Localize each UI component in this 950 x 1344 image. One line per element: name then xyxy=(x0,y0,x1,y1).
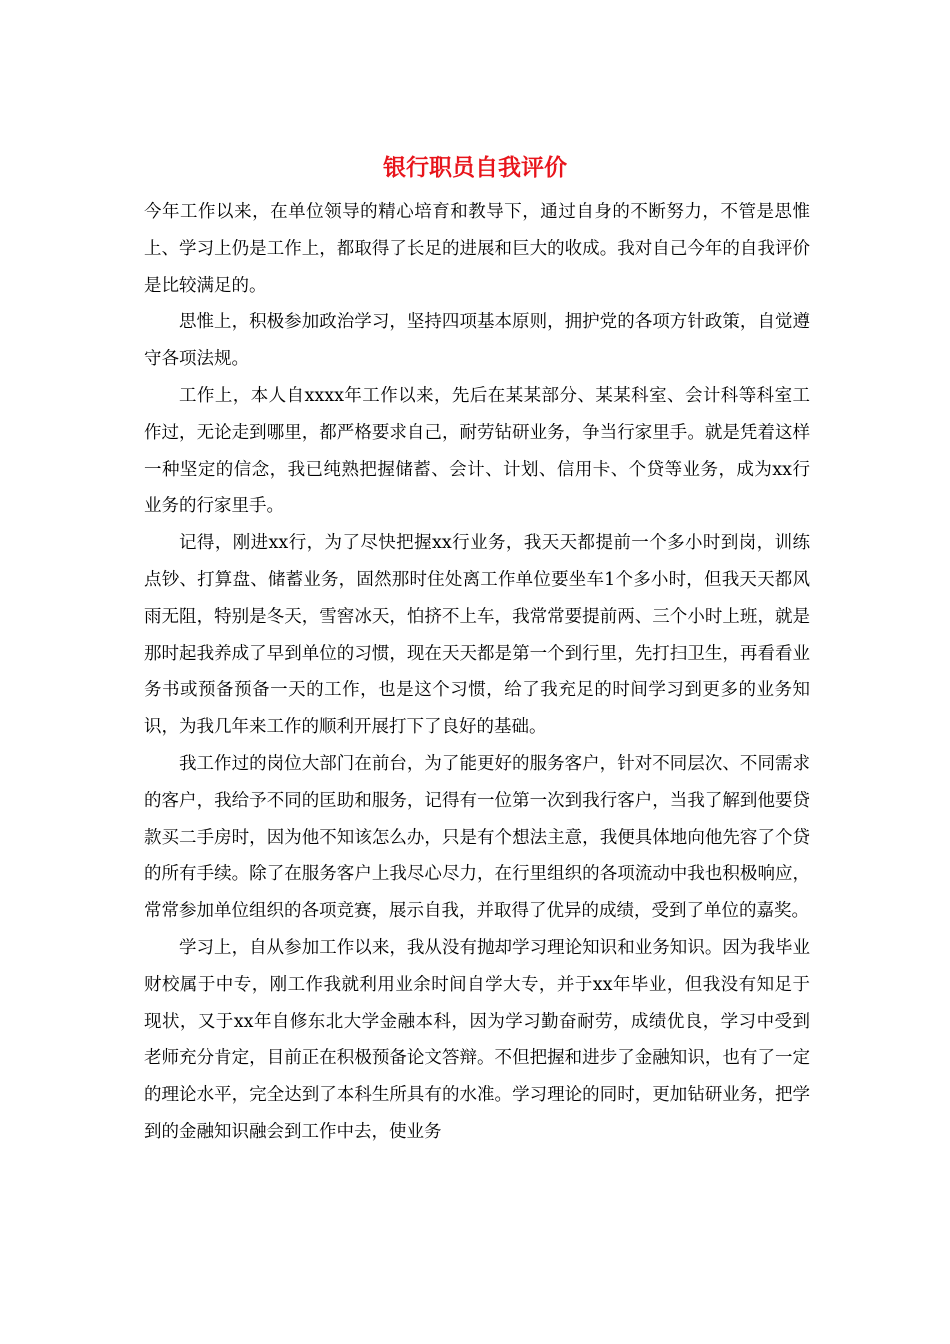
paragraph-thought: 思惟上，积极参加政治学习，坚持四项基本原则，拥护党的各项方针政策，自觉遵守各项法规。 xyxy=(144,312,810,370)
paragraph-service: 我工作过的岗位大部门在前台，为了能更好的服务客户，针对不同层次、不同需求的客户，我给予不同的匡助和服务，记得有一位第一次到我行客户，当我了解到他要贷款买二手房时，因为他不知该怎么办，只是有个想法主意，我便具体地向他先容了个贷的所有手续。除了在服务客户上我尽心尽力，在行里组织的各项流动中我也积极响应，常常参加单位组织的各项竞赛，展示自我，并取得了优异的成绩，受到了单位的嘉奖。 xyxy=(144,753,810,922)
document-title: 银行职员自我评价 xyxy=(383,154,567,181)
paragraph-memory: 记得，刚进xx行，为了尽快把握xx行业务，我天天都提前一个多小时到岗，训练点钞、打算盘、储蓄业务，固然那时住处离工作单位要坐车1个多小时，但我天天都风雨无阻，特别是冬天，雪窖冰天，怕挤不上车，我常常要提前两、三个小时上班，就是那时起我养成了早到单位的习惯，现在天天都是第一个到行里，先打扫卫生，再看看业务书或预备预备一天的工作，也是这个习惯，给了我充足的时间学习到更多的业务知识，为我几年来工作的顺利开展打下了良好的基础。 xyxy=(144,533,810,738)
paragraph-intro: 今年工作以来，在单位领导的精心培育和教导下，通过自身的不断努力，不管是思惟上、学习上仍是工作上，都取得了长足的进展和巨大的收成。我对自己今年的自我评价是比较满足的。 xyxy=(144,202,810,296)
paragraph-study: 学习上，自从参加工作以来，我从没有抛却学习理论知识和业务知识。因为我毕业财校属于中专，刚工作我就利用业余时间自学大专，并于xx年毕业，但我没有知足于现状，又于xx年自修东北大学金融本科，因为学习勤奋耐劳，成绩优良，学习中受到老师充分肯定，目前正在积极预备论文答辩。不但把握和进步了金融知识，也有了一定的理论水平，完全达到了本科生所具有的水准。学习理论的同时，更加钻研业务，把学到的金融知识融会到工作中去，使业务 xyxy=(144,937,810,1142)
document-body xyxy=(144,194,810,1151)
paragraph-work: 工作上，本人自xxxx年工作以来，先后在某某部分、某某科室、会计科等科室工作过，无论走到哪里，都严格要求自己，耐劳钻研业务，争当行家里手。就是凭着这样一种坚定的信念，我已纯熟把握储蓄、会计、计划、信用卡、个贷等业务，成为xx行业务的行家里手。 xyxy=(144,385,810,517)
